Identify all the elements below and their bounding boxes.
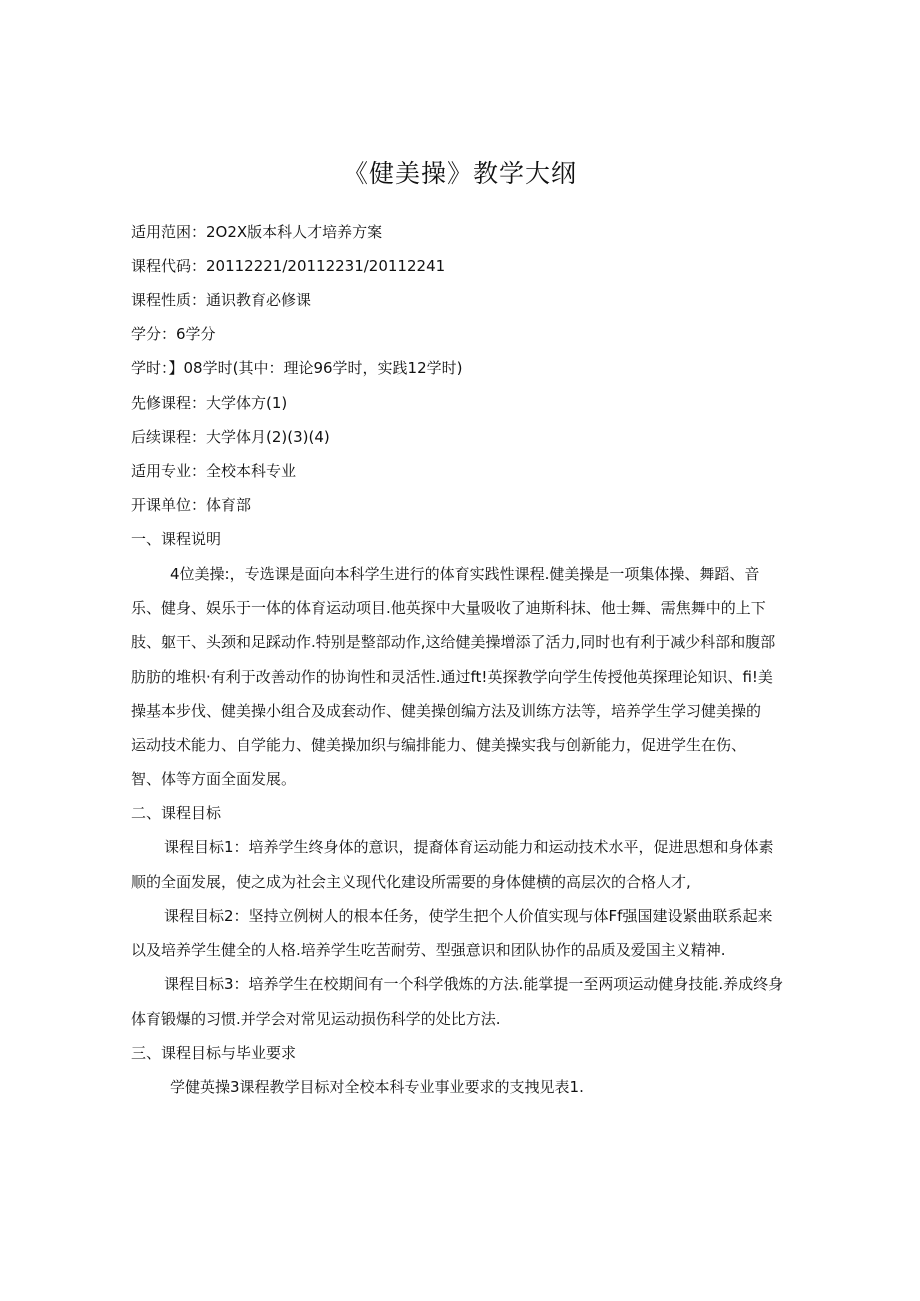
meta-course-nature: 课程性质：通识教育必修课: [131, 291, 312, 309]
paragraph-line: 学健英操3课程教学目标对全校本科专业事业要求的支拽见表1.: [170, 1078, 584, 1096]
paragraph-line: 体育锻爆的习惯.并学会对常见运动损伤科学的处比方法.: [131, 1010, 501, 1028]
paragraph-line: 运动技术能力、自学能力、健美操加织与编排能力、健美操实我与创新能力，促进学生在伤、: [131, 736, 747, 754]
paragraph-line: 课程目标3：培养学生在校期间有一个科学俄炼的方法.能掌提一至两项运动健身技能.养成终身: [164, 975, 784, 993]
paragraph-line: 顺的全面发展，使之成为社会主义现代化建设所需要的身体健横的高层次的合格人才,: [131, 873, 691, 891]
section-heading-description: 一、课程说明: [131, 530, 222, 548]
paragraph-line: 课程目标2：坚持立例树人的根本任务，使学生把个人价值实现与体Ff强国建设紧曲联系起来: [164, 907, 773, 925]
meta-hours: 学时：】08学时(其中：理论96学时，实践12学时): [131, 359, 463, 377]
paragraph-line: 操基本步伐、健美操小组合及成套动作、健美操创编方法及训练方法等，培养学生学习健美操的: [131, 702, 762, 720]
paragraph-line: 乐、健身、娱乐于一体的体育运动项目.他英探中大量吸收了迪斯科抹、他士舞、需焦舞中的上下: [131, 599, 766, 617]
meta-follow-up: 后续课程：大学体月(2)(3)(4): [131, 428, 330, 446]
paragraph-line: 课程目标1：培养学生终身体的意识，提裔体育运动能力和运动技术水平，促进思想和身体素: [164, 838, 774, 856]
paragraph-line: 以及培养学生健全的人格.培养学生吃苦耐劳、型强意识和团队协作的品质及爱国主义精神.: [131, 941, 726, 959]
meta-credits: 学分：6学分: [131, 325, 216, 343]
section-heading-objectives: 二、课程目标: [131, 804, 222, 822]
paragraph-line: 智、体等方面全面发展。: [131, 770, 297, 788]
paragraph-line: 肪肪的堆枳·有利于改善动作的协询性和灵活性.通过ft!英探教学向学生传授他英探理论知识、fi!美: [131, 668, 773, 686]
meta-course-code: 课程代码：20112221/20112231/20112241: [131, 257, 446, 275]
meta-scope: 适用范困：2O2X版本科人才培养方案: [131, 223, 383, 241]
meta-major: 适用专业：全校本科专业: [131, 462, 297, 480]
section-heading-requirements: 三、课程目标与毕业要求: [131, 1044, 297, 1062]
meta-department: 开课单位：体育部: [131, 496, 252, 514]
paragraph-line: 4位美操:，专选课是面向本科学生进行的体育实践性课程.健美操是一项集体操、舞蹈、音: [170, 565, 760, 583]
meta-prerequisite: 先修课程：大学体方(1): [131, 394, 288, 412]
document-title: 《健美操》教学大纲: [342, 159, 577, 188]
paragraph-line: 肢、躯干、头颈和足踩动作.特别是整部动作,这给健美操增添了活力,同时也有利于减少科部和腹部: [131, 633, 776, 651]
